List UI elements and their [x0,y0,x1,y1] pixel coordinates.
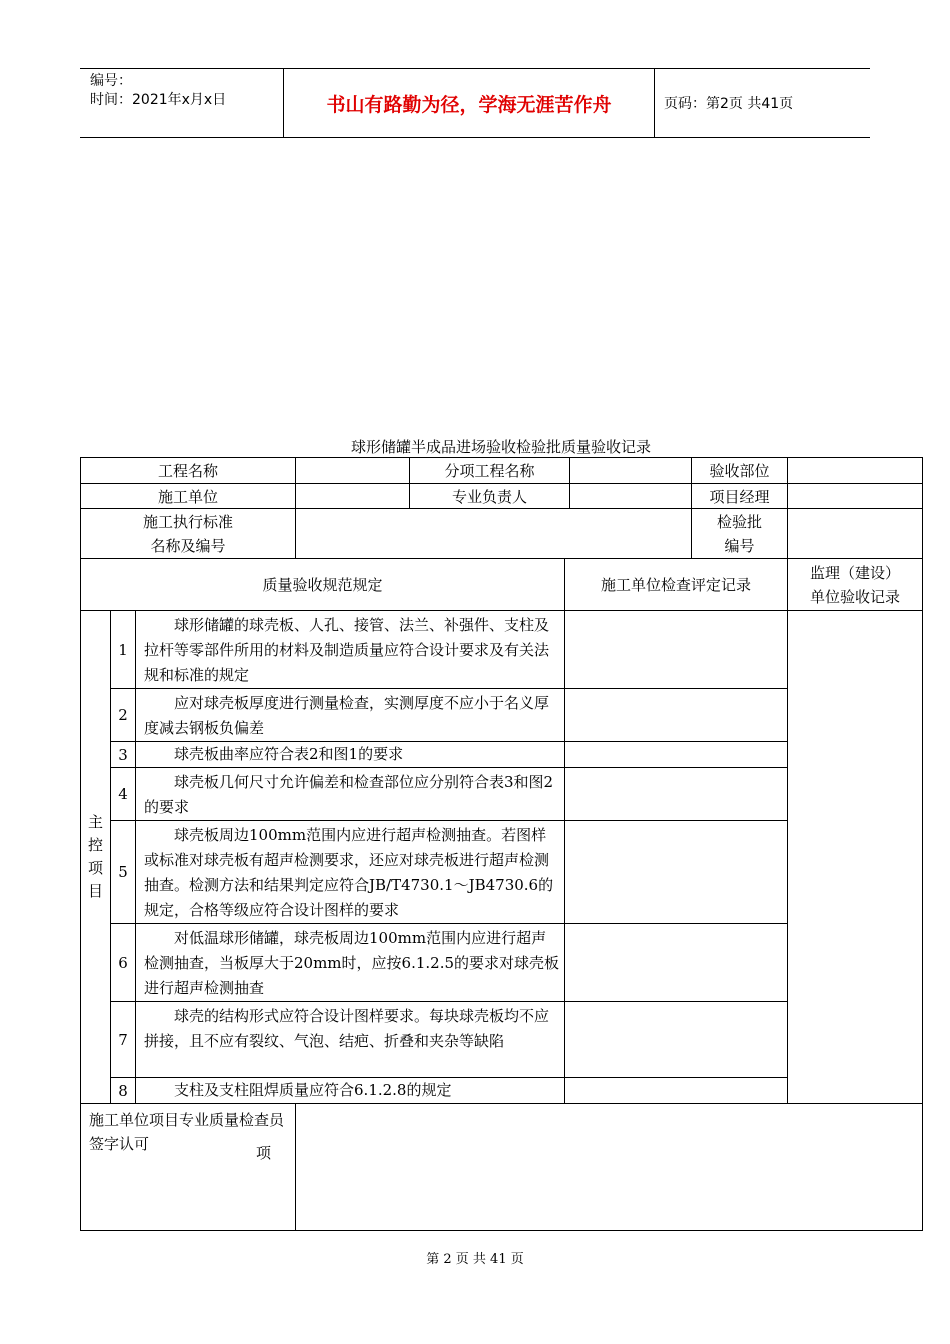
standard-label-line2: 名称及编号 [150,536,226,555]
info-row-2 [81,484,923,509]
item-number: 6 [111,924,136,1002]
sub-project-name-value[interactable] [570,458,692,484]
check-record-cell[interactable] [565,611,788,689]
header-meta [80,69,283,137]
section-char: 主 [87,813,103,831]
construction-unit-value[interactable] [296,484,410,509]
header-motto: 书山有路勤为径，学海无涯苦作舟 [283,69,655,137]
professional-leader-label: 专业负责人 [410,484,570,509]
item-number: 5 [111,821,136,924]
check-record-cell[interactable] [565,1002,788,1078]
item-text: 应对球壳板厚度进行测量检查，实测厚度不应小于名义厚度减去钢板负偏差 [136,689,565,742]
batch-number-value[interactable] [788,509,923,559]
section-char: 目 [87,882,103,900]
acceptance-part-label: 验收部位 [692,458,788,484]
check-record-cell[interactable] [565,1078,788,1104]
supervise-header-line2: 单位验收记录 [810,587,901,606]
item-text: 球壳板周边100mm范围内应进行超声检测抽查。若图样或标准对球壳板有超声检测要求，还应对球壳板进行超声检测抽查。检测方法和结果判定应符合JB/T4730.1～JB4730.6的规定，合格等级应符合设计图样的要求 [136,821,565,924]
acceptance-part-value[interactable] [788,458,923,484]
table-row [81,611,923,689]
signoff-row [81,1104,923,1231]
check-record-cell[interactable] [565,924,788,1002]
spec-column-header: 质量验收规范规定 [81,559,565,611]
item-number: 3 [111,742,136,768]
item-text: 球壳板几何尺寸允许偏差和检查部位应分别符合表3和图2的要求 [136,768,565,821]
check-column-header: 施工单位检查评定记录 [565,559,788,611]
item-text: 球壳板曲率应符合表2和图1的要求 [136,742,565,768]
signoff-label: 施工单位项目专业质量检查员签字认可 [81,1104,296,1231]
check-record-cell[interactable] [565,821,788,924]
item-text: 球形储罐的球壳板、人孔、接管、法兰、补强件、支柱及拉杆等零部件所用的材料及制造质量应符合设计要求及有关法规和标准的规定 [136,611,565,689]
batch-label-line2: 编号 [724,536,755,555]
acceptance-form-table [80,457,923,1231]
check-record-cell[interactable] [565,768,788,821]
time-label: 时间：2021年x月x日 [90,92,227,108]
standard-value[interactable] [296,509,692,559]
standard-label-line1: 施工执行标准 [143,512,234,531]
signoff-value[interactable] [296,1104,923,1231]
section-char: 控 [87,836,103,854]
info-row-3 [81,509,923,559]
section-char: 项 [87,859,103,877]
professional-leader-value[interactable] [570,484,692,509]
item-text: 支柱及支柱阻焊质量应符合6.1.2.8的规定 [136,1078,565,1104]
main-control-items-label [81,611,111,1104]
batch-label-line1: 检验批 [717,512,763,531]
project-name-value[interactable] [296,458,410,484]
project-manager-value[interactable] [788,484,923,509]
item-number: 7 [111,1002,136,1078]
page-footer: 第 2 页 共 41 页 [426,1252,524,1267]
project-name-label: 工程名称 [81,458,296,484]
item-number: 1 [111,611,136,689]
page-header [80,68,870,138]
sub-project-name-label: 分项工程名称 [410,458,570,484]
supervise-record-cell[interactable] [788,611,923,1104]
check-record-cell[interactable] [565,742,788,768]
form-title: 球形储罐半成品进场验收检验批质量验收记录 [350,438,651,456]
item-text: 球壳的结构形式应符合设计图样要求。每块球壳板均不应拼接，且不应有裂纹、气泡、结疤、折叠和夹杂等缺陷 [136,1002,565,1078]
code-label: 编号： [90,73,132,89]
supervise-column-header [788,559,923,611]
project-manager-label: 项目经理 [692,484,788,509]
header-page-info: 页码：第2页 共41页 [664,96,794,112]
item-number: 4 [111,768,136,821]
supervise-header-line1: 监理（建设） [810,563,901,582]
standard-label [81,509,296,559]
batch-number-label [692,509,788,559]
column-header-row [81,559,923,611]
item-text: 对低温球形储罐，球壳板周边100mm范围内应进行超声检测抽查，当板厚大于20mm时，应按6.1.2.5的要求对球壳板进行超声检测抽查 [136,924,565,1002]
info-row-1 [81,458,923,484]
construction-unit-label: 施工单位 [81,484,296,509]
item-number: 2 [111,689,136,742]
signoff-extra-char: 项 [256,1144,272,1162]
check-record-cell[interactable] [565,689,788,742]
item-number: 8 [111,1078,136,1104]
